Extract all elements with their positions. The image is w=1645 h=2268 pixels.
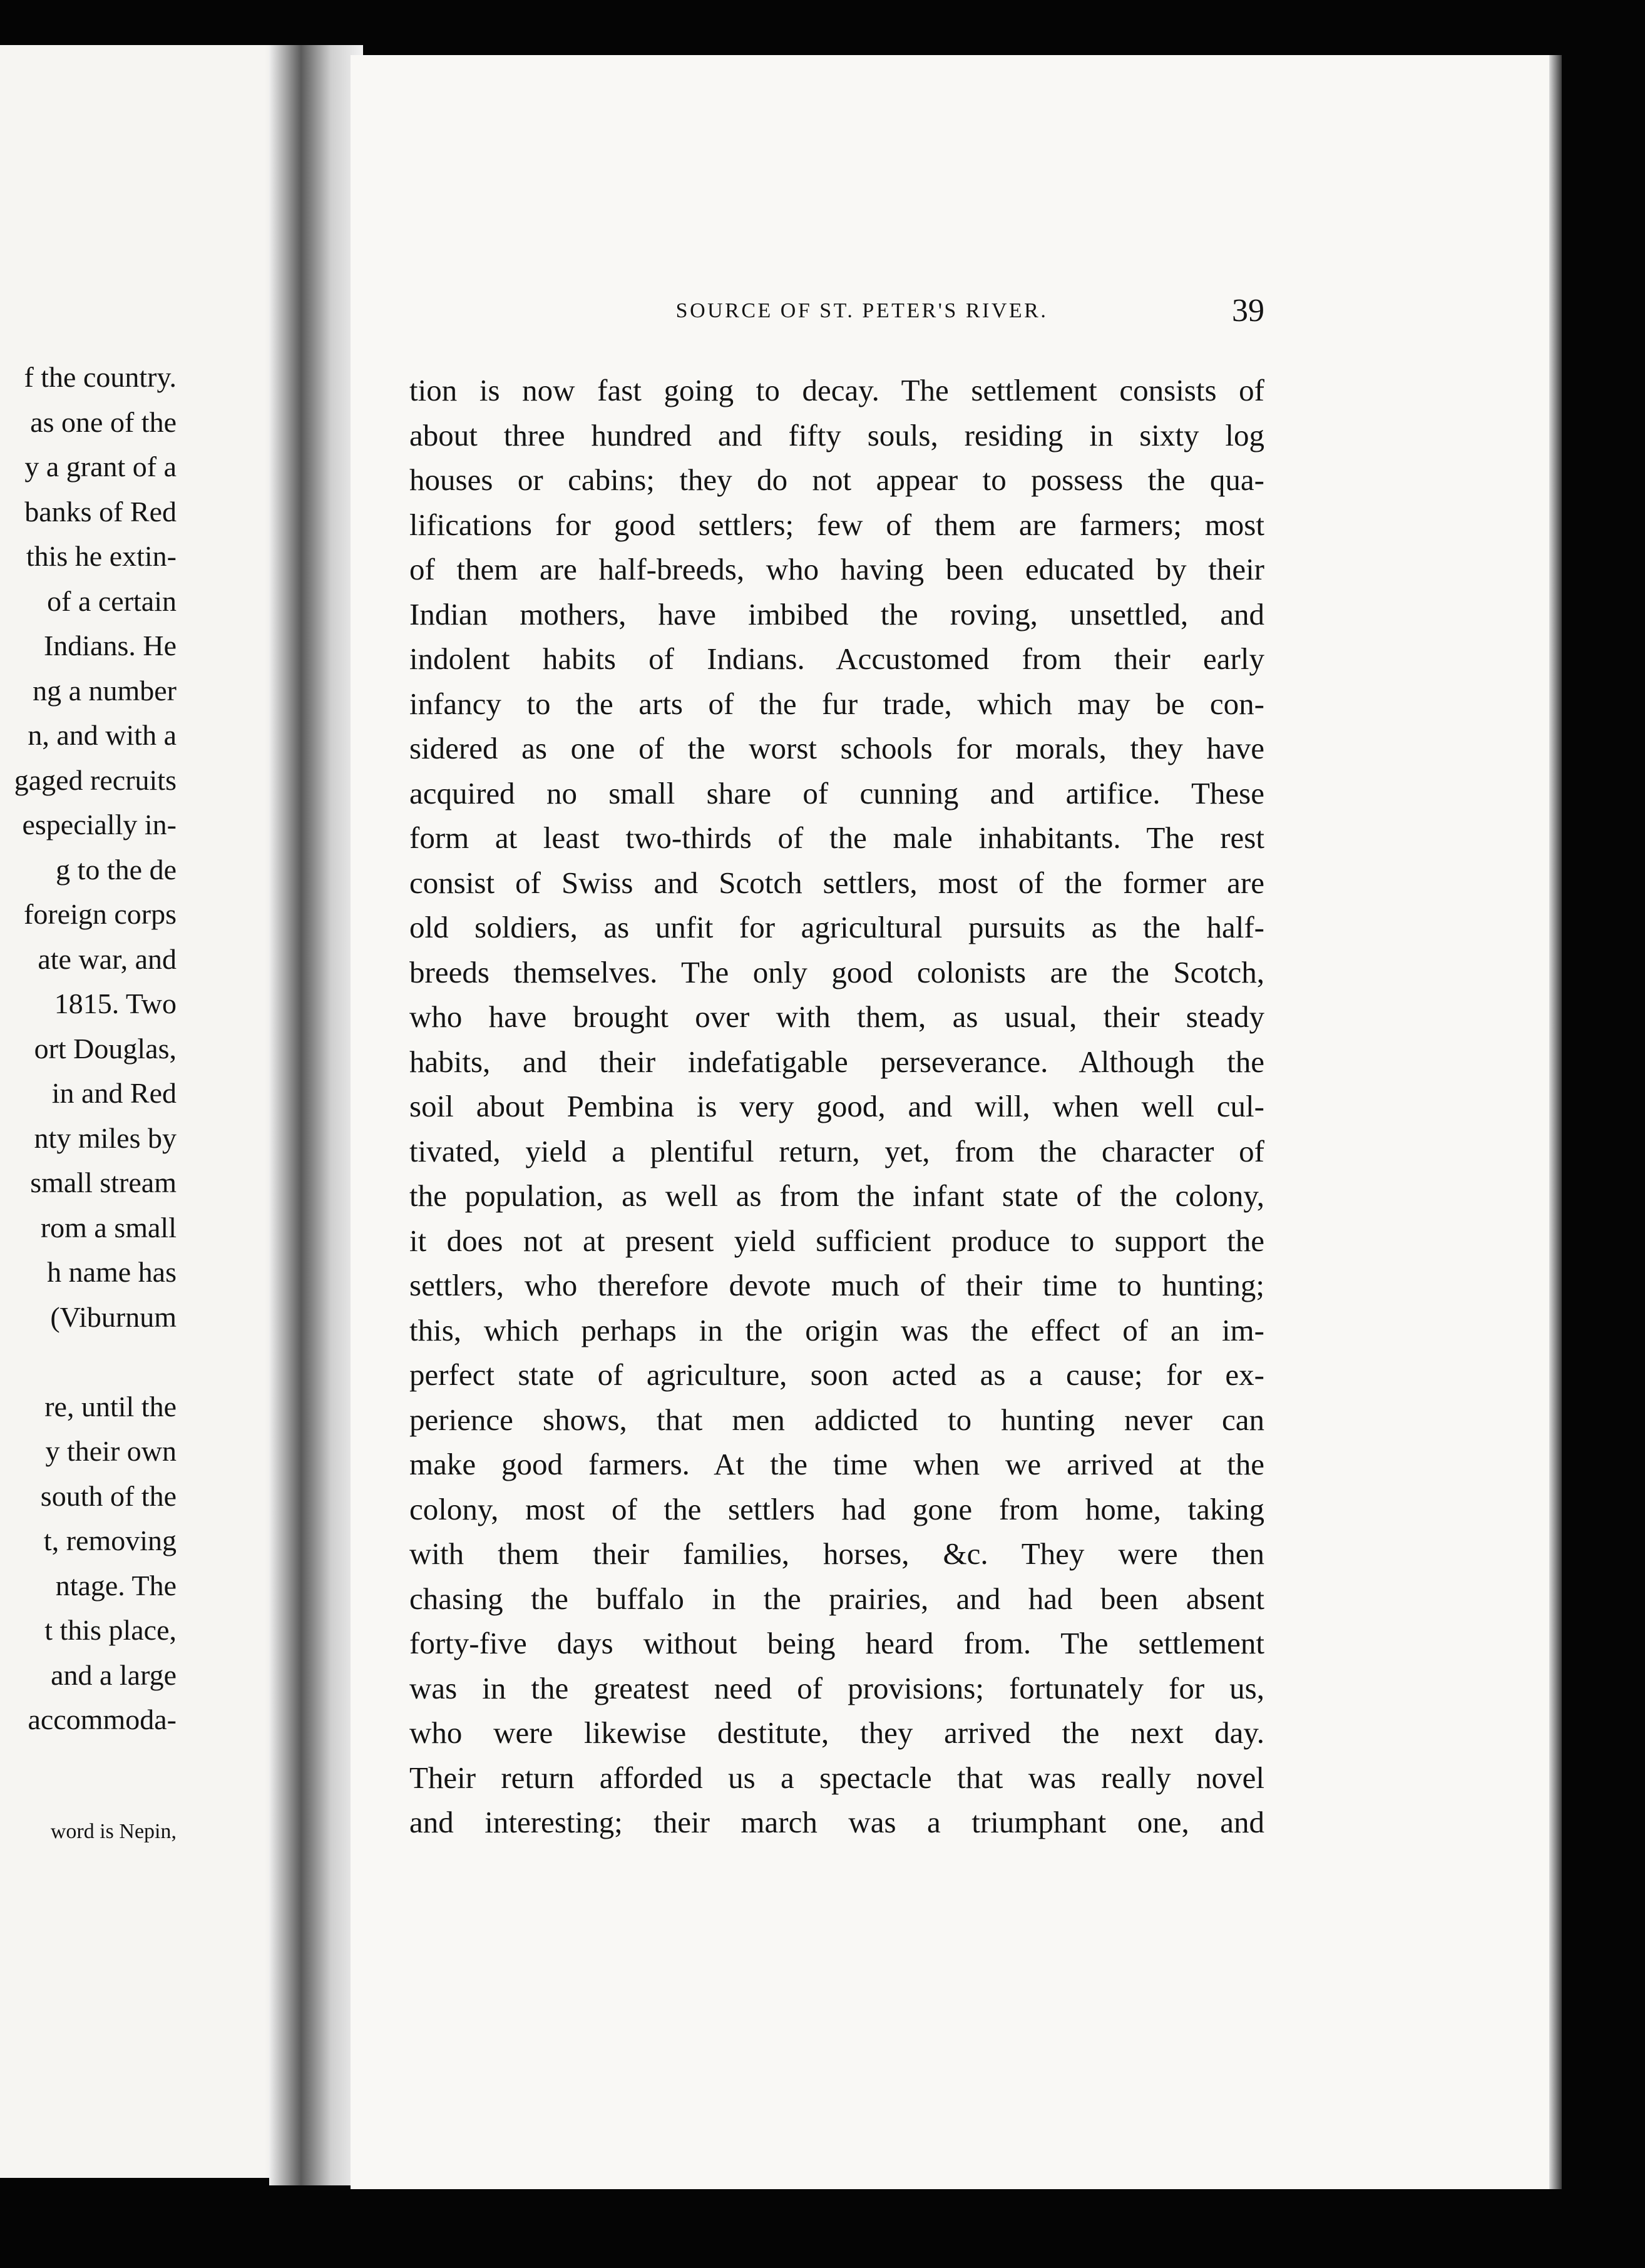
- left-page-line: as one of the: [30, 406, 177, 438]
- text-line: Indian mothers, have imbibed the roving, unsettled, and: [409, 596, 1264, 631]
- left-page-line: 1815. Two: [54, 988, 177, 1019]
- left-page-line: this he extin-: [26, 540, 177, 572]
- left-page-line: nty miles by: [34, 1121, 177, 1154]
- left-page-line: south of the: [40, 1479, 177, 1512]
- left-page-line: ntage. The: [55, 1569, 177, 1601]
- book-spine-gutter: [269, 45, 363, 2185]
- text-line: old soldiers, as unfit for agricultural pursuits as the half-: [409, 910, 1264, 944]
- left-page-line: h name has: [47, 1256, 177, 1288]
- left-page-line: ate war, and: [38, 942, 177, 975]
- text-line: lifications for good settlers; few of them are farmers; most: [409, 507, 1264, 542]
- text-line: it does not at present yield sufficient produce to support the: [409, 1223, 1264, 1258]
- left-page-line: y a grant of a: [24, 451, 177, 483]
- page-number: 39: [1232, 293, 1264, 329]
- left-page-line: gaged recruits: [14, 764, 177, 796]
- text-line: tion is now fast going to decay. The settlement consists of: [409, 373, 1264, 407]
- left-page-line: n, and with a: [28, 719, 177, 751]
- left-page-line: t, removing: [43, 1525, 177, 1556]
- left-page-line: in and Red: [51, 1077, 177, 1109]
- text-line: colony, most of the settlers had gone from home, taking: [409, 1491, 1264, 1526]
- text-line: consist of Swiss and Scotch settlers, most of the former are: [409, 865, 1264, 900]
- text-line: indolent habits of Indians. Accustomed from their early: [409, 641, 1264, 676]
- text-line: soil about Pembina is very good, and will, when well cul-: [409, 1089, 1264, 1123]
- text-line: and interesting; their march was a triumphant one, and: [409, 1805, 1264, 1839]
- left-page-line: Indians. He: [43, 630, 177, 662]
- text-line: the population, as well as from the infant state of the colony,: [409, 1178, 1264, 1213]
- text-line: about three hundred and fifty souls, residing in sixty log: [409, 417, 1264, 452]
- text-line: this, which perhaps in the origin was the effect of an im-: [409, 1312, 1264, 1347]
- left-page-line: small stream: [30, 1167, 177, 1198]
- text-line: chasing the buffalo in the prairies, and had been absent: [409, 1581, 1264, 1616]
- left-page-line: rom a small: [40, 1211, 177, 1244]
- text-line: Their return afforded us a spectacle that was really novel: [409, 1760, 1264, 1795]
- left-page-line: t this place,: [44, 1614, 177, 1646]
- left-page-line: and a large: [51, 1658, 177, 1691]
- left-page-footnote: word is Nepin,: [50, 1820, 177, 1843]
- text-line: of them are half-breeds, who having been educated by their: [409, 552, 1264, 586]
- left-page-line: especially in-: [22, 809, 177, 840]
- text-line: who have brought over with them, as usual, their steady: [409, 999, 1264, 1034]
- left-page-line: f the country.: [24, 361, 177, 393]
- text-line: was in the greatest need of provisions; fortunately for us,: [409, 1670, 1264, 1705]
- left-page-line: [0, 1339, 177, 1384]
- left-page-line: ort Douglas,: [34, 1032, 177, 1065]
- running-head: SOURCE OF ST. PETER'S RIVER.: [675, 299, 1048, 322]
- page-header: [351, 289, 1264, 333]
- text-line: settlers, who therefore devote much of their time to hunting;: [409, 1268, 1264, 1302]
- text-line: houses or cabins; they do not appear to possess the qua-: [409, 462, 1264, 497]
- text-line: perfect state of agriculture, soon acted as a cause; for ex-: [409, 1357, 1264, 1392]
- left-page-line: banks of Red: [24, 495, 177, 528]
- left-page-text: [0, 355, 177, 1742]
- text-line: forty-five days without being heard from. The settlement: [409, 1626, 1264, 1660]
- text-line: perience shows, that men addicted to hunting never can: [409, 1402, 1264, 1437]
- left-page-line: (Viburnum: [50, 1300, 177, 1333]
- text-line: make good farmers. At the time when we arrived at the: [409, 1447, 1264, 1481]
- text-line: breeds themselves. The only good colonists are the Scotch,: [409, 954, 1264, 989]
- left-page-line: ng a number: [33, 674, 177, 707]
- text-line: form at least two-thirds of the male inhabitants. The rest: [409, 820, 1264, 855]
- left-page-line: y their own: [45, 1435, 177, 1467]
- text-line: acquired no small share of cunning and artifice. These: [409, 775, 1264, 810]
- left-page-line: of a certain: [47, 585, 177, 617]
- left-page-line: foreign corps: [24, 898, 177, 930]
- left-page-line: accommoda-: [28, 1704, 177, 1735]
- left-page-line: g to the de: [56, 853, 177, 886]
- left-page: [0, 45, 294, 2178]
- right-page-edge: [1549, 55, 1562, 2189]
- text-line: tivated, yield a plentiful return, yet, from the character of: [409, 1133, 1264, 1168]
- body-text: [409, 368, 1264, 1845]
- left-page-line: re, until the: [44, 1390, 177, 1423]
- text-line: with them their families, horses, &c. They were then: [409, 1536, 1264, 1571]
- text-line: habits, and their indefatigable perseverance. Although the: [409, 1044, 1264, 1079]
- right-page: [351, 55, 1549, 2189]
- text-line: sidered as one of the worst schools for morals, they have: [409, 731, 1264, 765]
- text-line: infancy to the arts of the fur trade, which may be con-: [409, 686, 1264, 721]
- text-line: who were likewise destitute, they arrived the next day.: [409, 1715, 1264, 1750]
